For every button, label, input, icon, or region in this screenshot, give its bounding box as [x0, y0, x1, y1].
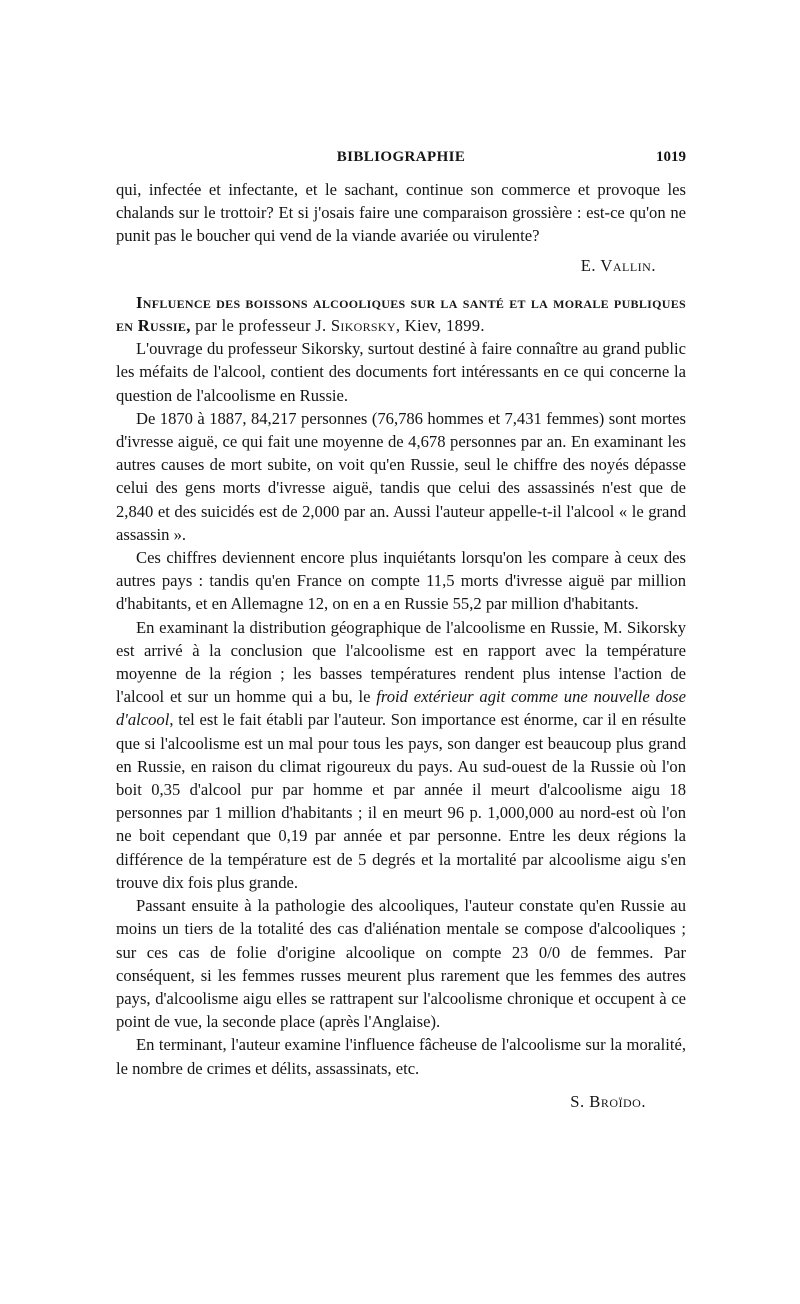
paragraph-4-part-b: , tel est le fait établi par l'auteur. Son importance est énorme, car il en résulte que si l'alcoolisme est un mal pour tous les pays, son danger est beaucoup plus grand en Russie, en raison du climat rigoureux du pays. Au sud-ouest de la Russie où l'on boit 0,35 d'alcool pur par homme et par année il meurt d'alcoolisme aigu 18 personnes par 1 million d'habitants ; il en meurt 96 p. 1,000,000 au nord-est où l'on ne boit cependant que 0,19 par année et par personne. Entre les deux régions la différence de la température est de 5 degrés et la mortalité par alcoolisme aigu s'en trouve dix fois plus grande.	[116, 710, 686, 892]
paragraph-6: En terminant, l'auteur examine l'influence fâcheuse de l'alcoolisme sur la moralité, le nombre de crimes et délits, assassinats, etc.	[116, 1035, 686, 1078]
signature-broido: S. Broïdo.	[570, 1091, 646, 1111]
paragraph-5: Passant ensuite à la pathologie des alcooliques, l'auteur constate qu'en Russie au moins un tiers de la totalité des cas d'aliénation mentale se compose d'alcooliques ; sur ces cas de folie d'origine alcoolique on compte 23 0/0 de femmes. Par conséquent, si les femmes russes meurent plus rarement que les femmes des autres pays, d'alcoolisme aigu elles se rattrapent sur l'alcoolisme chronique et occupent à ce point de vue, la seconde place (après l'Anglaise).	[116, 896, 686, 1032]
review-title: Influence des boissons alcooliques sur la santé et la morale publiques en Russie,	[116, 292, 686, 336]
paragraph-1: L'ouvrage du professeur Sikorsky, surtout destiné à faire connaître au grand public les méfaits de l'alcool, contient des documents fort intéressants en ce qui concerne la question de l'alcoolisme en Russie.	[116, 339, 686, 405]
review-place-date: , Kiev, 1899.	[395, 316, 485, 336]
paragraph-4-part-a: En examinant la distribution géographique de l'alcoolisme en Russie, M. Sikorsky est arrivé à la conclusion que l'alcoolisme est en rapport avec la température moyenne de la région ; les basses températures rendent plus intense l'action de l'alcool et sur un homme qui a bu, le	[116, 617, 686, 707]
review-heading	[116, 291, 686, 337]
running-title: BIBLIOGRAPHIE	[336, 149, 466, 165]
signature-vallin: E. Vallin.	[580, 255, 656, 275]
paragraph-2: De 1870 à 1887, 84,217 personnes (76,786 hommes et 7,431 femmes) sont mortes d'ivresse aiguë, ce qui fait une moyenne de 4,678 personnes par an. En examinant les autres causes de mort subite, on voit qu'en Russie, seul le chiffre des noyés dépasse celui des gens morts d'ivresse aiguë, tandis que celui des assassinés n'est que de 2,840 et des suicidés est de 2,000 par an. Aussi l'auteur appelle-t-il l'alcool « le grand assassin ».	[116, 408, 686, 544]
paragraph-4-italic: froid extérieur agit comme une nouvelle dose d'alcool	[116, 687, 686, 730]
review-author: Sikorsky	[330, 316, 396, 336]
paragraph-3: Ces chiffres deviennent encore plus inquiétants lorsqu'on les compare à ceux des autres pays : tandis qu'en France on compte 11,5 morts d'ivresse aiguë par million d'habitants, et en Allemagne 12, on en a en Russie 55,2 par million d'habitants.	[116, 548, 686, 614]
continued-paragraph: qui, infectée et infectante, et le sachant, continue son commerce et provoque les chalands sur le trottoir? Et si j'osais faire une comparaison grossière : est-ce qu'on ne punit pas le boucher qui vend de la viande avariée ou virulente?	[116, 180, 686, 246]
running-header	[116, 146, 686, 172]
page-number: 1019	[656, 149, 686, 165]
page	[116, 146, 686, 1113]
review-by: par le professeur J.	[195, 316, 327, 336]
paragraph-4	[116, 616, 686, 894]
